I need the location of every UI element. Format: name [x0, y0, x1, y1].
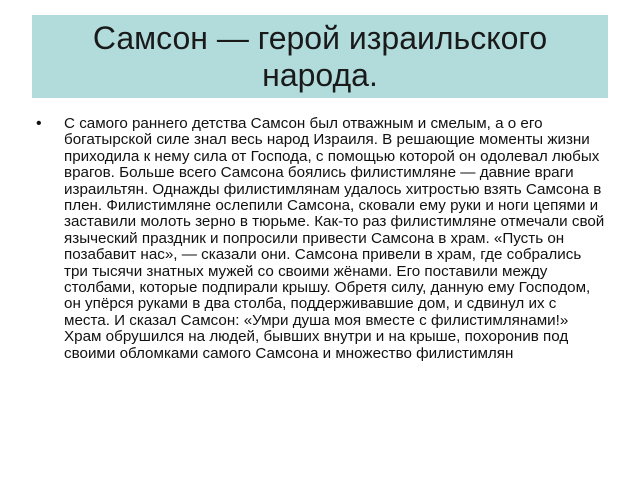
bullet-text: С самого раннего детства Самсон был отважным и смелым, а о его богатырской силе знал весь народ Израиля. В решающие моменты жизни приходила к нему сила от Господа, с помощью которой он одолевал любых врагов. Больше всего Самсона боялись филистимляне — давние враги израильтян. Однажды филистимлянам удалось хитростью взять Самсона в плен. Филистимляне ослепили Самсона, сковали ему руки и ноги цепями и заставили молоть зерно в тюрьме. Как-то раз филистимляне отмечали свой языческий праздник и попросили привести Самсона в храм. «Пусть он позабавит нас», — сказали они. Самсона привели в храм, где собрались три тысячи знатных мужей со своими жёнами. Его поставили между столбами, которые подпирали крышу. Обретя силу, данную ему Господом, он упёрся руками в два столба, поддерживавшие дом, и сдвинул их с места. И сказал Самсон: «Умри душа моя вместе с филистимлянами!» Храм обрушился на людей, бывших внутри и на крыше, похоронив под своими обломками самого Самсона и множество филистимлян	[64, 115, 605, 362]
slide-title: Самсон — герой израильского народа.	[92, 19, 548, 93]
bullet-item	[36, 116, 606, 362]
bullet-dot-icon: •	[36, 115, 42, 132]
title-band	[32, 15, 608, 98]
slide-content	[36, 116, 606, 362]
